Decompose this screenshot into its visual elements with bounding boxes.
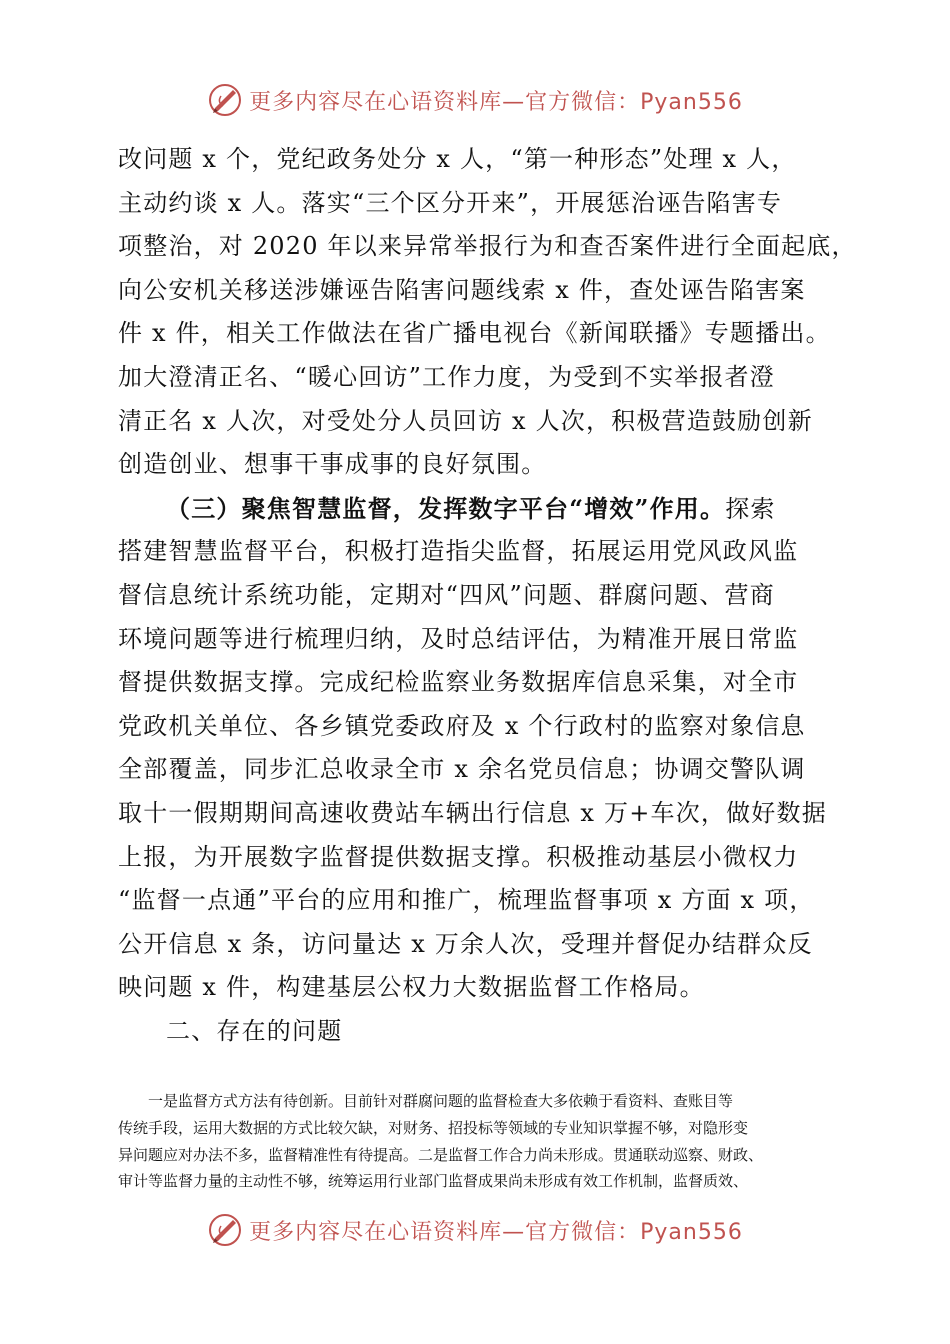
- body-line: 清正名 x 人次，对受处分人员回访 x 人次，积极营造鼓励创新: [118, 406, 813, 435]
- body-line: 创造创业、想事干事成事的良好氛围。: [118, 450, 547, 479]
- body-line: 向公安机关移送涉嫌诬告陷害问题线索 x 件，查处诬告陷害案: [118, 275, 806, 304]
- bottom-watermark-banner: [0, 1210, 950, 1250]
- small-line: 一是监督方式方法有待创新。目前针对群腐问题的监督检查大多依赖于看资料、查账目等: [148, 1092, 734, 1110]
- section-3-heading: （三）聚焦智慧监督，发挥数字平台“增效”作用。: [166, 493, 726, 523]
- small-line: 异问题应对办法不多，监督精准性有待提高。二是监督工作合力尚未形成。贯通联动巡察、财政、: [118, 1145, 764, 1164]
- top-watermark-banner: [0, 80, 950, 120]
- watermark-text: 更多内容尽在心语资料库—官方微信：Pyan556: [249, 1219, 743, 1245]
- body-line: 加大澄清正名、“暖心回访”工作力度，为受到不实举报者澄: [118, 362, 775, 391]
- body-line: 上报，为开展数字监督提供数据支撑。积极推动基层小微权力: [118, 842, 799, 871]
- body-line: 项整治，对 2020 年以来异常举报行为和查否案件进行全面起底，: [118, 232, 857, 261]
- section-heading-2: 二、存在的问题: [166, 1016, 343, 1045]
- body-line: 督提供数据支撑。完成纪检监察业务数据库信息采集，对全市: [118, 668, 799, 697]
- body-line: “监督一点通”平台的应用和推广，梳理监督事项 x 方面 x 项，: [118, 886, 815, 915]
- body-line: 搭建智慧监督平台，积极打造指尖监督，拓展运用党风政风监: [118, 537, 799, 566]
- body-line: 全部覆盖，同步汇总收录全市 x 余名党员信息；协调交警队调: [118, 755, 806, 784]
- pen-logo-icon: [207, 1212, 243, 1248]
- body-line: 件 x 件，相关工作做法在省广播电视台《新闻联播》专题播出。: [118, 319, 831, 348]
- body-line: 取十一假期期间高速收费站车辆出行信息 x 万+车次，做好数据: [118, 798, 827, 827]
- watermark-text: 更多内容尽在心语资料库—官方微信：Pyan556: [249, 89, 743, 115]
- small-line: 传统手段，运用大数据的方式比较欠缺，对财务、招投标等领域的专业知识掌握不够，对隐形变: [118, 1118, 749, 1137]
- section-3-first-line: [118, 487, 838, 531]
- body-line: 督信息统计系统功能，定期对“四风”问题、群腐问题、营商: [118, 580, 775, 609]
- body-line: 主动约谈 x 人。落实“三个区分开来”，开展惩治诬告陷害专: [118, 188, 783, 217]
- document-body: [118, 138, 857, 1053]
- pen-logo-icon: [207, 82, 243, 118]
- section-3-first-tail: 探索: [725, 494, 776, 523]
- body-line: 公开信息 x 条，访问量达 x 万余人次，受理并督促办结群众反: [118, 929, 813, 958]
- body-line: 改问题 x 个，党纪政务处分 x 人，“第一种形态”处理 x 人，: [118, 145, 797, 173]
- small-line: 审计等监督力量的主动性不够，统筹运用行业部门监督成果尚未形成有效工作机制，监督质效、: [118, 1172, 749, 1191]
- body-line: 党政机关单位、各乡镇党委政府及 x 个行政村的监察对象信息: [118, 711, 806, 740]
- small-print-paragraph: [118, 1088, 838, 1195]
- body-line: 环境问题等进行梳理归纳，及时总结评估，为精准开展日常监: [118, 624, 799, 653]
- body-line: 映问题 x 件，构建基层公权力大数据监督工作格局。: [118, 973, 705, 1002]
